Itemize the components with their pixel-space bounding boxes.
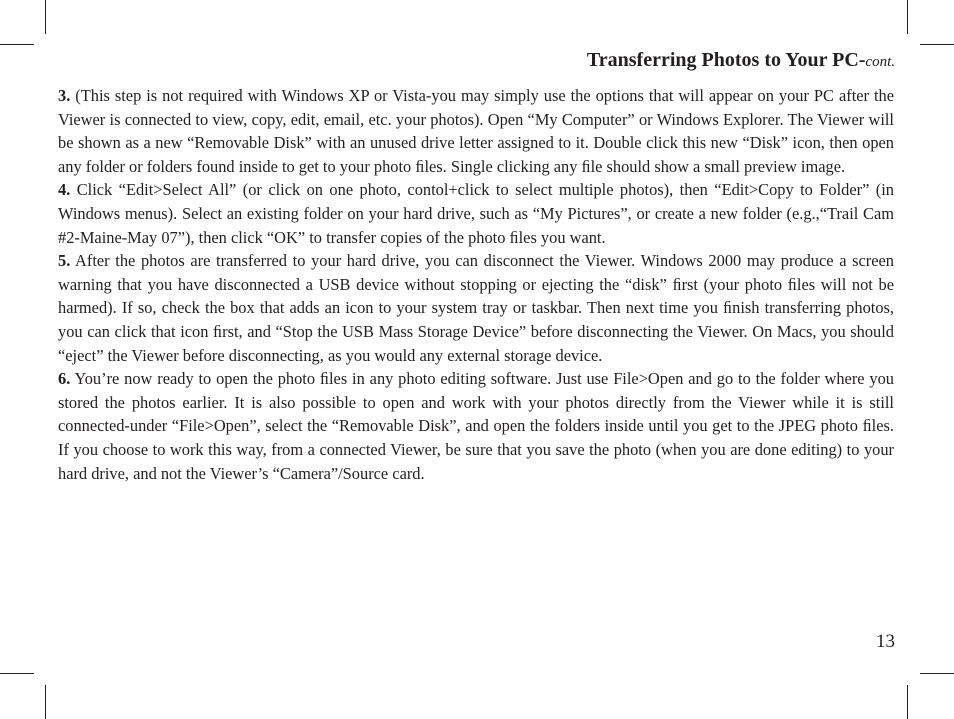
step-number: 4. xyxy=(58,180,71,200)
header-continued: cont. xyxy=(865,54,895,70)
crop-mark-bottom-right-horizontal xyxy=(920,673,954,674)
step-number: 3. xyxy=(58,86,71,105)
crop-mark-bottom-right-vertical xyxy=(907,685,908,719)
step-6 xyxy=(58,367,894,485)
page-header xyxy=(587,49,895,72)
crop-mark-top-left-vertical xyxy=(45,0,46,34)
instructions-body xyxy=(58,84,894,485)
step-text: (This step is not required with Windows XP or Vista-you may simply use the options that will appear on your PC after the Viewer is connected to view, copy, edit, email, etc. your photos). Open “My Computer” or Windows Explorer. The Viewer will be shown as a new “Removable Disk” with an unused drive letter assigned to it. Double click this new “Disk” icon, then open any folder or folders found inside to get to your photo ﬁles. Single clicking any ﬁle should show a small preview image. xyxy=(58,86,894,176)
crop-mark-top-right-horizontal xyxy=(920,44,954,45)
crop-mark-bottom-left-vertical xyxy=(45,685,46,719)
header-title: Transferring Photos to Your PC- xyxy=(586,49,866,71)
page-number: 13 xyxy=(876,631,895,652)
step-text: After the photos are transferred to your hard drive, you can disconnect the Viewer. Windows 2000 may produce a screen warning that you have disconnected a USB device without stopping or ejecting the “disk” ﬁrst (your photo ﬁles will not be harmed). If so, check the box that adds an icon to your system tray or taskbar. Then next time you ﬁnish transferring photos, you can click that icon ﬁrst, and “Stop the USB Mass Storage Device” before disconnecting the Viewer. On Macs, you should “eject” the Viewer before disconnecting, as you would any external storage device. xyxy=(58,251,894,365)
step-number: 6. xyxy=(58,369,71,389)
step-text: You’re now ready to open the photo ﬁles in any photo editing software. Just use File>Open and go to the folder where you stored the photos earlier. It is also possible to open and work with your photos directly from the Viewer while it is still connected-under “File>Open”, select the “Removable Disk”, and open the folders inside until you get to the JPEG photo ﬁles. If you choose to work this way, from a connected Viewer, be sure that you save the photo (when you are done editing) to your hard drive, and not the Viewer’s “Camera”/Source card. xyxy=(58,369,894,483)
step-text: Click “Edit>Select All” (or click on one photo, contol+click to select multiple photos), then “Edit>Copy to Folder” (in Windows menus). Select an existing folder on your hard drive, such as “My Pictures”, or create a new folder (e.g.,“Trail Cam #2-Maine-May 07”), then click “OK” to transfer copies of the photo ﬁles you want. xyxy=(58,180,894,247)
step-4 xyxy=(58,178,894,249)
step-5 xyxy=(58,249,894,367)
crop-mark-top-right-vertical xyxy=(907,0,908,34)
step-number: 5. xyxy=(58,251,71,271)
crop-mark-top-left-horizontal xyxy=(0,44,34,45)
crop-mark-bottom-left-horizontal xyxy=(0,673,34,674)
step-3 xyxy=(58,84,894,178)
